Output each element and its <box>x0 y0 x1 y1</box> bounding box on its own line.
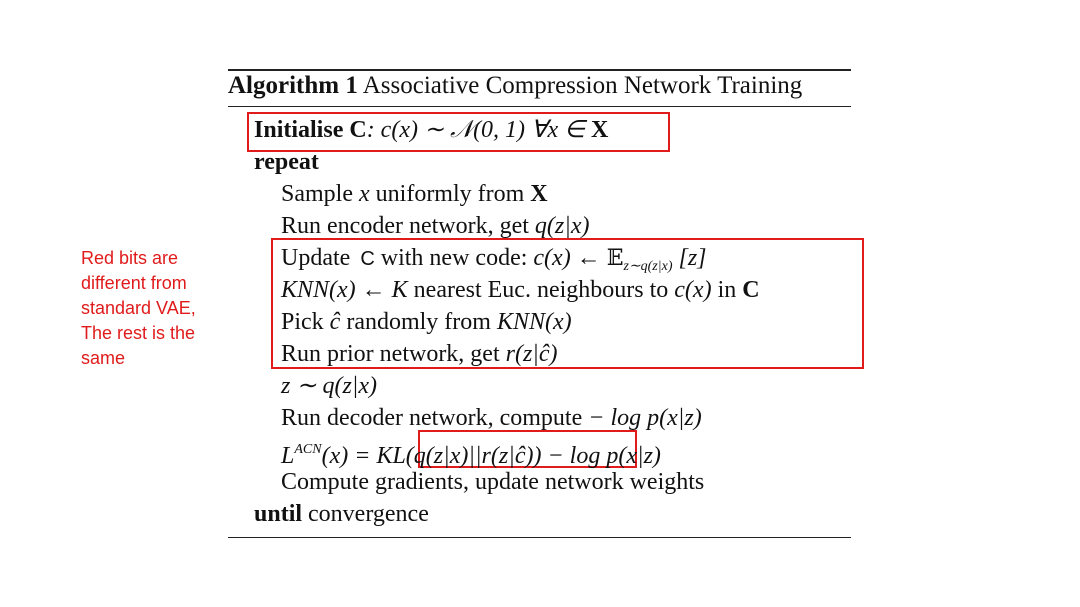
line-prior: Run prior network, get r(z|ĉ) <box>281 341 558 367</box>
annotation-note <box>81 246 231 371</box>
bottom-rule <box>228 537 851 538</box>
line-repeat: repeat <box>254 149 319 175</box>
algorithm-name: Associative Compression Network Training <box>362 72 803 99</box>
top-rule <box>228 69 851 71</box>
note-line: different from <box>81 273 187 293</box>
line-decoder: Run decoder network, compute − log p(x|z) <box>281 405 702 431</box>
line-sample: Sample x uniformly from X <box>281 181 548 207</box>
algorithm-label: Algorithm 1 <box>228 72 358 99</box>
algorithm-title <box>228 72 802 100</box>
note-line: The rest is the <box>81 323 196 343</box>
line-pick: Pick ĉ randomly from KNN(x) <box>281 309 572 335</box>
note-line: Red bits are <box>81 248 179 268</box>
note-line: standard VAE, <box>81 298 196 318</box>
line-initialise: Initialise C: c(x) ∼ 𝒩(0, 1) ∀x ∈ X <box>254 117 609 143</box>
note-line: same <box>81 348 126 368</box>
line-encoder: Run encoder network, get q(z|x) <box>281 213 590 239</box>
line-gradients: Compute gradients, update network weights <box>281 469 705 495</box>
line-knn: KNN(x) ← K nearest Euc. neighbours to c(x) in C <box>281 277 760 303</box>
line-loss: $L^{ACN}(x)$ = KL(q(z|x)||r(z|ĉ)) − log p(x|z) <box>281 442 661 469</box>
line-update: Update C with new code: c(x) ← 𝔼$_{z\sim q(z|x)}$ [z] <box>281 245 707 274</box>
line-until: until convergence <box>254 501 429 527</box>
line-z-sample: z ∼ q(z|x) <box>281 373 378 399</box>
title-rule <box>228 106 851 107</box>
